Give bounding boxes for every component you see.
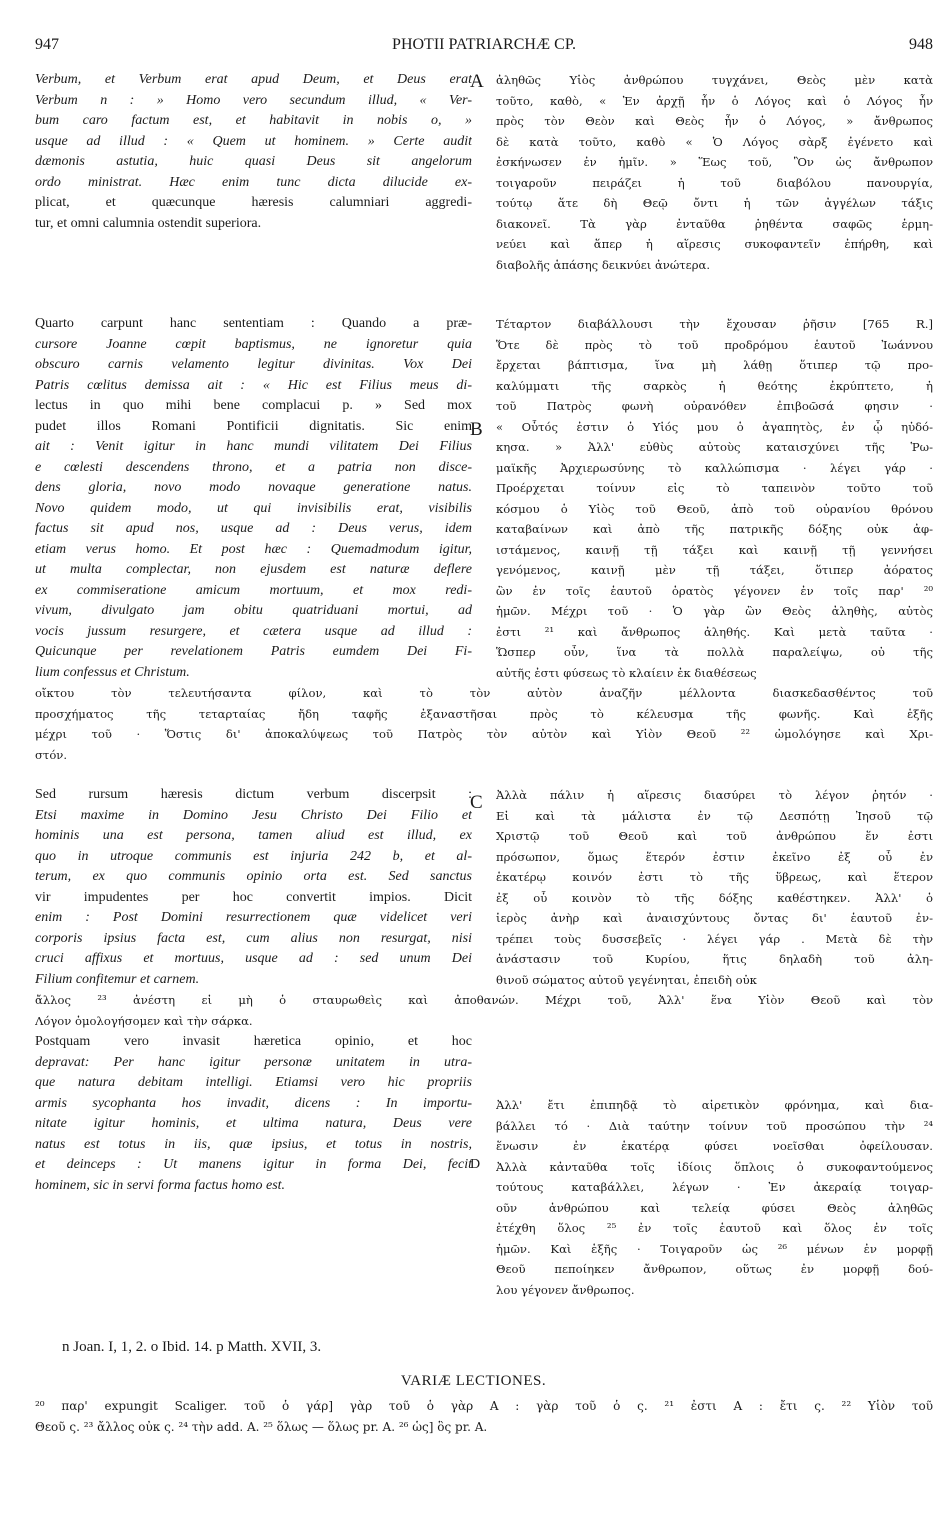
text-line: ἀληθῶς Υἱὸς ἀνθρώπου τυγχάνει, Θεὸς μὲν κατὰ — [496, 73, 933, 87]
text-line: Quarto carpunt hanc sententiam : Quando a præ- — [35, 316, 472, 331]
text-line: Etsi maxime in Domino Jesu Christo Dei Filio et — [35, 807, 472, 823]
text-line: obscuro carnis velamento legitur divinitas. Vox Dei — [35, 357, 472, 372]
text-line: ἄλλος ²³ ἀνέστη εἰ μὴ ὁ σταυρωθεὶς καὶ ἀποθανών. Μέχρι τοῦ, Ἀλλ' ἕνα Υἱὸν Θεοῦ καὶ τὸν — [35, 993, 933, 1007]
text-line: ιστάμενος, καινῇ τῇ τάξει καὶ καινῇ τῇ γεννήσει — [496, 542, 933, 557]
text-line: tur, et omni calumnia ostendit superiora. — [35, 215, 262, 231]
text-line: dens gloria, novo modo novaque generatione natus. — [35, 480, 472, 495]
text-line: pudet illos Romani Pontificii dignitatis. Sic enim — [35, 418, 472, 434]
text-line: terum, ex quo communis opinio orta est. Sed sanctus — [35, 869, 472, 884]
text-line: ἔρχεται βάπτισμα, ἵνα μὴ λάθῃ ὅτιπερ τῷ προ- — [496, 358, 933, 372]
text-line: vocis jussum resurgere, et cætera usque ad illud : — [35, 623, 472, 639]
text-line: τοῦτο, καθὸ, « Ἐν ἀρχῇ ἦν ὁ Λόγος καὶ ὁ Λόγος ἦν — [496, 93, 933, 108]
text-line: Εἰ καὶ τὰ μάλιστα ἐν τῷ Δεσπότῃ Ἰησοῦ τῷ — [496, 808, 933, 823]
text-line: dæmonis astutia, huic quasi Deus sit angelorum — [35, 154, 472, 169]
text-line: οῦν ἀνθρώπου καὶ τελείᾳ φύσει Θεὸς ἀληθῶς — [496, 1200, 933, 1215]
greek-full-width-2 — [35, 990, 933, 1031]
text-line: ait : Venit igitur in hanc mundi vilitatem Dei Filius — [35, 439, 472, 454]
text-line: νεύει καὶ ἅπερ ἡ αἵρεσις συκοφαντεῖν ἐπήρθη, καὶ — [496, 237, 933, 251]
latin-paragraph-1 — [35, 70, 472, 234]
text-line: nitate igitur hominis, et ultima natura, Deus vere — [35, 1116, 472, 1131]
text-line: οἴκτου τὸν τελευτήσαντα φίλον, καὶ τὸ τὸν αὐτὸν ἀναζῆν μέλλοντα διασκεδασθέντος τοῦ — [35, 686, 933, 700]
text-line: lium confessus et Christum. — [35, 664, 190, 680]
text-line: Ἀλλ' ἔτι ἐπιπηδᾷ τὸ αἱρετικὸν φρόνημα, καὶ δια- — [496, 1098, 933, 1112]
text-line: Ἀλλὰ πάλιν ἡ αἵρεσις διασύρει τὸ λέγον ῥητόν · — [496, 788, 933, 802]
text-line: διαβολῆς ἁπάσης δεικνύει ἀνώτερα. — [496, 257, 711, 272]
text-line: τρέπει τοὺς δυσσεβεῖς · λέγει γάρ . Μετὰ δὲ τὴν — [496, 931, 933, 946]
text-line: bum caro factum est, et habitavit in nobis o, » — [35, 113, 472, 128]
latin-paragraph-3 — [35, 785, 472, 990]
text-line: ἀνάστασιν τοῦ Κυρίου, ἥτις δηλαδὴ τοῦ ἀλη- — [496, 952, 933, 966]
text-line: ἱερὸς ἀνὴρ καὶ ἀναισχύντους ὄντας δι' ἑαυτοῦ ἐν- — [496, 911, 933, 925]
text-line: corporis ipsius facta est, cum alius non resurgat, nisi — [35, 930, 472, 946]
greek-paragraph-3 — [496, 785, 933, 990]
text-line: factus sit apud nos, usque ad : Deus verus, idem — [35, 521, 472, 536]
text-line: vivum, divulgato jam obitu quatriduani mortui, ad — [35, 603, 472, 618]
text-line: διακονεῖ. Τὰ γὰρ ἐνταῦθα ῥηθέντα σαφῶς ἑρμη- — [496, 216, 933, 231]
text-line: ex commiseratione amicum mortuum, et mox redi- — [35, 582, 472, 598]
text-line: τοιγαροῦν πειράζει ἡ τοῦ διαβόλου πανουργία, — [496, 175, 933, 190]
running-title: PHOTII PATRIARCHÆ CP. — [392, 36, 576, 53]
latin-paragraph-4 — [35, 1032, 472, 1196]
latin-paragraph-2 — [35, 314, 472, 683]
text-line: hominem, sic in servi forma factus homo est. — [35, 1177, 286, 1193]
text-line: et deinceps : Ut manens igitur in forma Dei, fecit — [35, 1157, 472, 1172]
text-line: κησα. » Ἀλλ' εὐθὺς αὐτοὺς καταισχύνει τῆς Ῥω- — [496, 440, 933, 454]
text-line: θινοῦ σώματος αὐτοῦ γεγένηται, ἐπειδὴ οὐκ — [496, 972, 757, 987]
text-line: καταβαίνων καὶ ἀπὸ τῆς πατρικῆς δόξης οὐκ ἀφ- — [496, 522, 933, 536]
text-line: πρὸς τὸν Θεὸν καὶ Θεὸς ἦν ὁ Λόγος, » ἄνθρωπος — [496, 114, 933, 128]
section-marker-d: D — [470, 1157, 481, 1172]
text-line: Sed rursum hæresis dictum verbum discerpsit : — [35, 787, 472, 802]
text-line: μέχρι τοῦ · Ὅστις δι' ἀποκαλύψεως τοῦ Πατρὸς τὸν αὐτὸν καὶ Υἱὸν Θεοῦ ²² ὡμολόγησε καὶ Χρι- — [35, 727, 933, 741]
page-number-left: 947 — [35, 36, 59, 53]
text-line: ἐστι ²¹ καὶ ἄνθρωπος ἀληθής. Καὶ μετὰ ταῦτα · — [496, 624, 933, 639]
text-line: προσχήματος τῆς τεταρταίας ἤδη ταφῆς ἐξαναστῆσαι πρὸς τὸ κέλευσμα τῆς φωνῆς. Καὶ ἑξῆς — [35, 706, 933, 721]
text-line: Verbum, et Verbum erat apud Deum, et Deus erat — [35, 72, 472, 87]
text-line: Quicunque per revelationem Patris eumdem Dei Fi- — [35, 644, 472, 659]
scripture-footnotes: n Joan. I, 1, 2. o Ibid. 14. p Matth. XVII, 3. — [62, 1339, 322, 1355]
text-line: plicat, et quæcunque hæresis calumniari aggredi- — [35, 195, 472, 210]
text-line: ἡμῶν. Καὶ ἑξῆς · Τοιγαροῦν ὡς ²⁶ μένων ἐν μορφῇ — [496, 1241, 933, 1256]
greek-paragraph-1 — [496, 70, 933, 275]
text-line: ἡμῶν. Μέχρι τοῦ · Ὁ γὰρ ὢν Θεὸς ἀληθὴς, αὐτὸς — [496, 604, 933, 618]
text-line: ut multa complectar, non ejusdem est naturæ deflere — [35, 562, 472, 577]
text-line: Postquam vero invasit hæretica opinio, et hoc — [35, 1034, 472, 1049]
greek-paragraph-2 — [496, 314, 933, 683]
text-line: enim : Post Domini resurrectionem quæ videlicet veri — [35, 910, 472, 925]
greek-full-width-1 — [35, 683, 933, 765]
variae-lectiones — [35, 1398, 933, 1439]
text-line: ὢν ἐν τοῖς ἑαυτοῦ ὁρατὸς γέγονεν ἐν τοῖς παρ' ²⁰ — [496, 583, 933, 598]
text-line: quo in utroque communis est injuria 242 b, et al- — [35, 848, 472, 864]
section-marker-a: A — [470, 71, 484, 92]
text-line: armis sycophanta hos invadit, dicens : In importu- — [35, 1095, 472, 1111]
text-line: λου γέγονεν ἄνθρωπος. — [496, 1282, 635, 1297]
text-line: Verbum n : » Homo vero secundum illud, « Ver- — [35, 92, 472, 108]
text-line: cruci affixus et mortuus, usque ad : sed unum Dei — [35, 951, 472, 966]
text-line: ἐξ οὗ κοινὸν τὸ τῆς δόξης καθέστηκεν. Ἀλλ' ὁ — [496, 890, 933, 905]
text-line: natus est totus in iis, quæ ipsius, et totus in nostris, — [35, 1136, 472, 1152]
text-line: Προέρχεται τοίνυν εἰς τὸ ταπεινὸν τοῦτο τοῦ — [496, 481, 933, 495]
text-line: que natura debitam intelligi. Etiamsi vero hic propriis — [35, 1075, 472, 1090]
text-line: ²⁰ παρ' expungit Scaliger. τοῦ ὁ γάρ] γὰρ τοῦ ὁ γὰρ A : γὰρ τοῦ ὁ ς. ²¹ ἐστι A : ἔτι ς. ²² Υἱὸν τοῦ — [35, 1399, 933, 1413]
text-line: Τέταρτον διαβάλλουσι τὴν ἔχουσαν ῥῆσιν [765 R.] — [496, 317, 933, 331]
text-line: ἐτέχθη ὅλος ²⁵ ἐν τοῖς ἑαυτοῦ καὶ ὅλος ἐν τοῖς — [496, 1221, 933, 1235]
text-line: Θεοῦ πεποίηκεν ἄνθρωπον, οὕτως ἐν μορφῇ δού- — [496, 1262, 933, 1276]
text-line: Λόγον ὁμολογήσομεν καὶ τὴν σάρκα. — [35, 1013, 253, 1028]
text-line: Χριστῷ τοῦ Θεοῦ καὶ τοῦ ἀνθρώπου ἕν ἐστι — [496, 829, 933, 843]
text-line: αὐτῆς ἐστι φύσεως τὸ κλαίειν ἐκ διαθέσεως — [496, 665, 757, 680]
text-line: Ἀλλὰ κἀνταῦθα τοῖς ἰδίοις ὅπλοις ὁ συκοφαντούμενος — [496, 1159, 933, 1174]
text-line: depravat: Per hanc igitur personæ unitatem in utra- — [35, 1054, 472, 1070]
text-line: hominis una est persona, tamen aliud est illud, ex — [35, 828, 472, 843]
text-line: βάλλει τό · Διὰ ταύτην τοίνυν τοῦ προσώπου τὴν ²⁴ — [496, 1118, 933, 1133]
variae-lectiones-heading: VARIÆ LECTIONES. — [400, 1373, 547, 1389]
text-line: καλύμματι τῆς σαρκὸς ἡ θεότης ἐκρύπτετο, ἡ — [496, 378, 933, 393]
text-line: ordo ministrat. Hæc enim tunc dicta dilucide ex- — [35, 174, 472, 190]
text-line: vir impudentes per hoc convertit impios. Dicit — [35, 889, 472, 905]
section-marker-c: C — [470, 792, 483, 813]
text-line: Ὥσπερ οὖν, ἵνα τὰ πολλὰ παραλείψω, οὐ τῆς — [496, 645, 933, 659]
page-number-right: 948 — [909, 36, 933, 53]
text-line: πρόσωπον, ὅμως ἕτερόν ἐστιν ἐκεῖνο ἐξ οὗ ἐν — [496, 849, 933, 864]
text-line: e cœlesti descendens throno, et a patria non disce- — [35, 459, 472, 475]
text-line: μαϊκῆς Ἀρχιερωσύνης τὸ καλλώπισμα · λέγει γάρ · — [496, 460, 933, 475]
text-line: τοῦ Πατρὸς φωνὴ οὐρανόθεν ἐπιβοῶσά φησιν · — [496, 399, 933, 413]
text-line: τούτους καταβάλλει, λέγων · Ἐν ἀκεραίᾳ τοιγαρ- — [496, 1180, 933, 1194]
text-line: τούτῳ ἅτε δὴ Θεῷ ὄντι ἡ τῶν ἀγγέλων τάξις — [496, 196, 933, 210]
text-line: Novo quidem modo, ut qui invisibilis erat, visibilis — [35, 500, 472, 516]
text-line: ἑκατέρῳ κοινόν ἐστι τὸ τῆς ὕβρεως, καὶ ἕτερον — [496, 870, 933, 884]
text-line: κόσμου ὁ Υἱὸς τοῦ Θεοῦ, ἀπὸ τοῦ οὐρανίου θρόνου — [496, 501, 933, 516]
text-line: Patris cœlitus demissa ait : « Hic est Filius meus di- — [35, 377, 472, 393]
text-line: γενόμενος, καινῇ μὲν τῇ τάξει, ὅτιπερ ἀόρατος — [496, 563, 933, 577]
text-line: Θεοῦ ς. ²³ ἄλλος οὐκ ς. ²⁴ τὴν add. A. ²⁵ ὅλως — ὅλως pr. A. ²⁶ ὡς] ὃς pr. A. — [35, 1419, 488, 1434]
text-line: etiam verus homo. Et post hæc : Quemadmodum igitur, — [35, 541, 472, 557]
text-line: Filium confitemur et carnem. — [35, 971, 200, 987]
text-line: cursore Joanne cœpit baptismus, ne ignoretur quia — [35, 336, 472, 352]
section-marker-b: B — [470, 419, 483, 440]
text-line: ἐσκήνωσεν ἐν ἡμῖν. » Ἕως τοῦ, Ὃν ὡς ἄνθρωπον — [496, 155, 933, 169]
text-line: δὲ κατὰ τοῦτο, καθὸ « Ὁ Λόγος σὰρξ ἐγένετο καὶ — [496, 134, 933, 149]
text-line: usque ad illud : « Quem ut hominem. » Certe audit — [35, 133, 472, 149]
page-header — [35, 36, 933, 60]
text-line: στόν. — [35, 747, 68, 762]
text-line: ἕνωσιν ἐν ἑκατέρᾳ φύσει νοεῖσθαι ὀφείλουσαν. — [496, 1139, 933, 1153]
text-line: lectus in quo mihi bene complacui p. » Sed mox — [35, 398, 472, 413]
text-line: Ὅτε δὲ πρὸς τὸ τοῦ προδρόμου ἑαυτοῦ Ἰωάννου — [496, 337, 933, 352]
greek-paragraph-4 — [496, 1095, 933, 1300]
text-line: « Οὗτός ἐστιν ὁ Υἱός μου ὁ ἀγαπητὸς, ἐν ᾧ ηὐδό- — [496, 419, 933, 434]
